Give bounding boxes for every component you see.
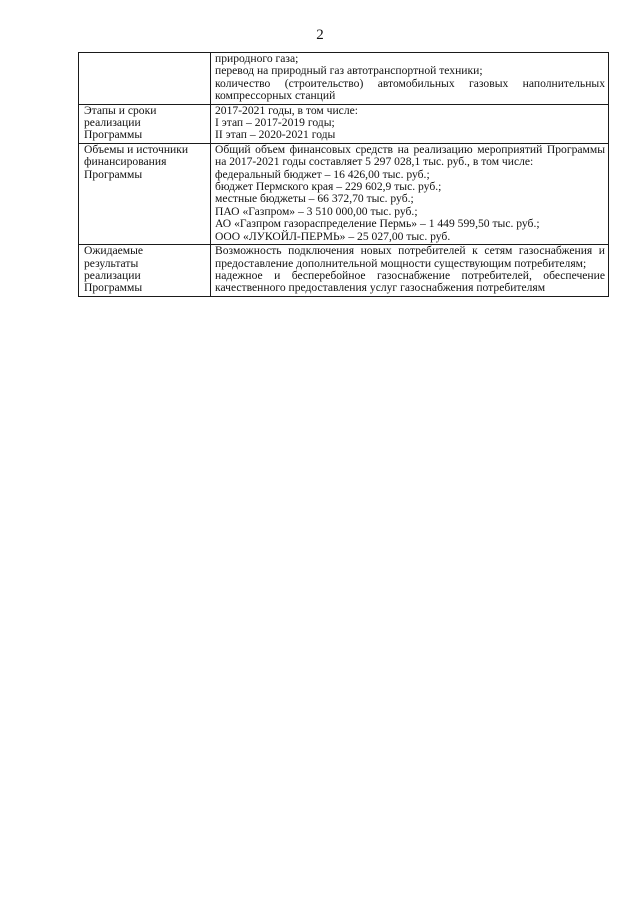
label-line: реализации — [84, 116, 141, 130]
row-label-cell — [79, 245, 211, 297]
value-line: 2017-2021 годы, в том числе: — [215, 103, 358, 117]
value-line: федеральный бюджет – 16 426,00 тыс. руб.; — [215, 167, 430, 181]
value-line: ПАО «Газпром» – 3 510 000,00 тыс. руб.; — [215, 204, 418, 218]
label-line: Ожидаемые — [84, 244, 144, 258]
value-line: Общий объем финансовых средств на реализацию мероприятий Программы на 2017-2021 годы составляет 5 297 028,1 тыс. руб., в том числе: — [215, 142, 605, 169]
page-number: 2 — [316, 27, 324, 43]
label-line: результаты — [84, 256, 139, 270]
table-row-funding-volumes-and-sources — [79, 143, 609, 244]
label-line: финансирования — [84, 155, 167, 169]
label-line: реализации — [84, 268, 141, 282]
value-line: местные бюджеты – 66 372,70 тыс. руб.; — [215, 192, 414, 206]
label-line: Программы — [84, 167, 143, 181]
value-line: бюджет Пермского края – 229 602,9 тыс. руб.; — [215, 180, 442, 194]
program-passport-table — [78, 52, 609, 297]
table-row-expected-results — [79, 245, 609, 297]
row-value-cell — [211, 104, 609, 143]
label-line: Этапы и сроки — [84, 103, 157, 117]
row-value-cell — [211, 245, 609, 297]
row-label-cell — [79, 104, 211, 143]
row-value-cell — [211, 53, 609, 105]
value-line: I этап – 2017-2019 годы; — [215, 116, 335, 130]
row-label-cell-empty — [79, 53, 211, 105]
value-line: надежное и бесперебойное газоснабжение потребителей, обеспечение качественного предоставления услуг газоснабжения потребителям — [215, 268, 605, 295]
table-row-gas-conversion-continued — [79, 53, 609, 105]
value-line: Возможность подключения новых потребителей к сетям газоснабжения и предоставление дополнительной мощности существующим потребителям; — [215, 244, 605, 270]
value-line: количество (строительство) автомобильных газовых наполнительных компрессорных станций — [215, 76, 605, 103]
value-line: II этап – 2020-2021 годы — [215, 128, 336, 142]
value-line: перевод на природный газ автотранспортной техники; — [215, 64, 483, 78]
value-line: природного газа; — [215, 52, 299, 65]
label-line: Программы — [84, 281, 143, 295]
table-row-stages-and-terms — [79, 104, 609, 143]
label-line: Объемы и источники — [84, 142, 189, 156]
label-line: Программы — [84, 128, 143, 142]
row-value-cell — [211, 143, 609, 244]
row-label-cell — [79, 143, 211, 244]
value-line: ООО «ЛУКОЙЛ-ПЕРМЬ» – 25 027,00 тыс. руб. — [215, 229, 451, 243]
value-line: АО «Газпром газораспределение Пермь» – 1 449 599,50 тыс. руб.; — [215, 217, 540, 231]
